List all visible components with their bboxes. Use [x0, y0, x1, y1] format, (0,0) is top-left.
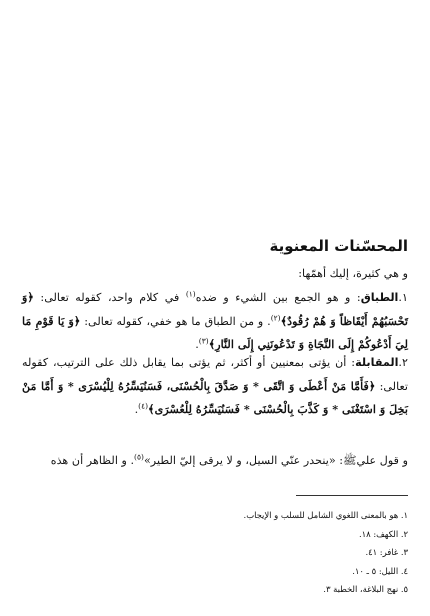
term-muqabala: المقابلة [355, 356, 399, 369]
paragraph-number: ١. [398, 291, 408, 304]
paragraph-muqabala [22, 351, 408, 422]
footnote-item: ٢. الكهف: ١٨. [358, 528, 408, 539]
paragraph-number: ٢. [398, 356, 408, 369]
footnote-divider [296, 495, 408, 496]
paragraph-ali-quote [22, 449, 408, 473]
footnotes-list [22, 506, 408, 599]
quran-verse: ﴿وَ تَحْسَبُهُمْ أَيْقَاظاً وَ هُمْ رُقُودٌ﴾ [22, 290, 408, 328]
text-segment: . و الظاهر أن هذه [50, 454, 135, 467]
text-segment: . [134, 403, 139, 416]
term-tibaq: الطباق [360, 291, 399, 304]
footnote-item: ١. هو بالمعنى اللغوي الشامل للسلب و الإيجاب. [243, 510, 408, 520]
intro-paragraph: و هي كثيرة، إليك أهمّها: [298, 267, 408, 280]
footnote-ref: (١) [185, 289, 196, 299]
honorific-glyph: ﷺ [343, 454, 357, 467]
text-segment: و قول علي [356, 454, 408, 467]
section-heading: المحسّنات المعنوية [269, 237, 408, 255]
text-segment: . و من الطباق ما هو خفي، كقوله تعالى: [80, 314, 271, 328]
text-segment: في كلام واحد، كقوله تعالى: [33, 291, 186, 304]
footnote-ref: (٢) [270, 312, 281, 322]
footnote-ref: (٥) [134, 452, 144, 462]
text-segment: : «ينحدر عنّي السيل، و لا يرقى إليّ الطير» [143, 454, 343, 467]
footnote-item: ٤. الليل: ٥ ـ ١٠. [352, 565, 408, 576]
footnote-item: ٥. نهج البلاغة، الخطبة ٣. [323, 584, 408, 594]
text-segment: . [195, 338, 199, 351]
quran-verse: ﴿وَ يَا قَوْمِ مَا لِيَ أَدْعُوكُمْ إِلَى النَّجَاةِ وَ تَدْعُونَنِي إِلَى النَّارِ﴾ [22, 313, 408, 351]
text-segment: : أن يؤتى بمعنيين أو أكثر، ثم يؤتى بما يقابل ذلك على الترتيب، كقوله تعالى: [22, 356, 408, 393]
paragraph-tibaq [22, 286, 408, 357]
quran-verse: ﴿فَأَمَّا مَنْ أَعْطَى وَ اتَّقَى * وَ صَدَّقَ بِالْحُسْنَى، فَسَنُيَسِّرُهُ لِلْيُسْرَى * وَ أَمَّا مَنْ بَخِلَ وَ اسْتَغْنَى * وَ كَذَّبَ بِالْحُسْنَى * فَسَنُيَسِّرُهُ لِلْعُسْرَى﴾ [22, 378, 408, 416]
footnote-ref: (٤) [138, 401, 149, 411]
footnote-ref: (٣) [198, 336, 209, 346]
footnote-item: ٣. غافر: ٤١. [365, 547, 408, 557]
text-segment: : و هو الجمع بين الشيء و ضده [195, 291, 361, 304]
